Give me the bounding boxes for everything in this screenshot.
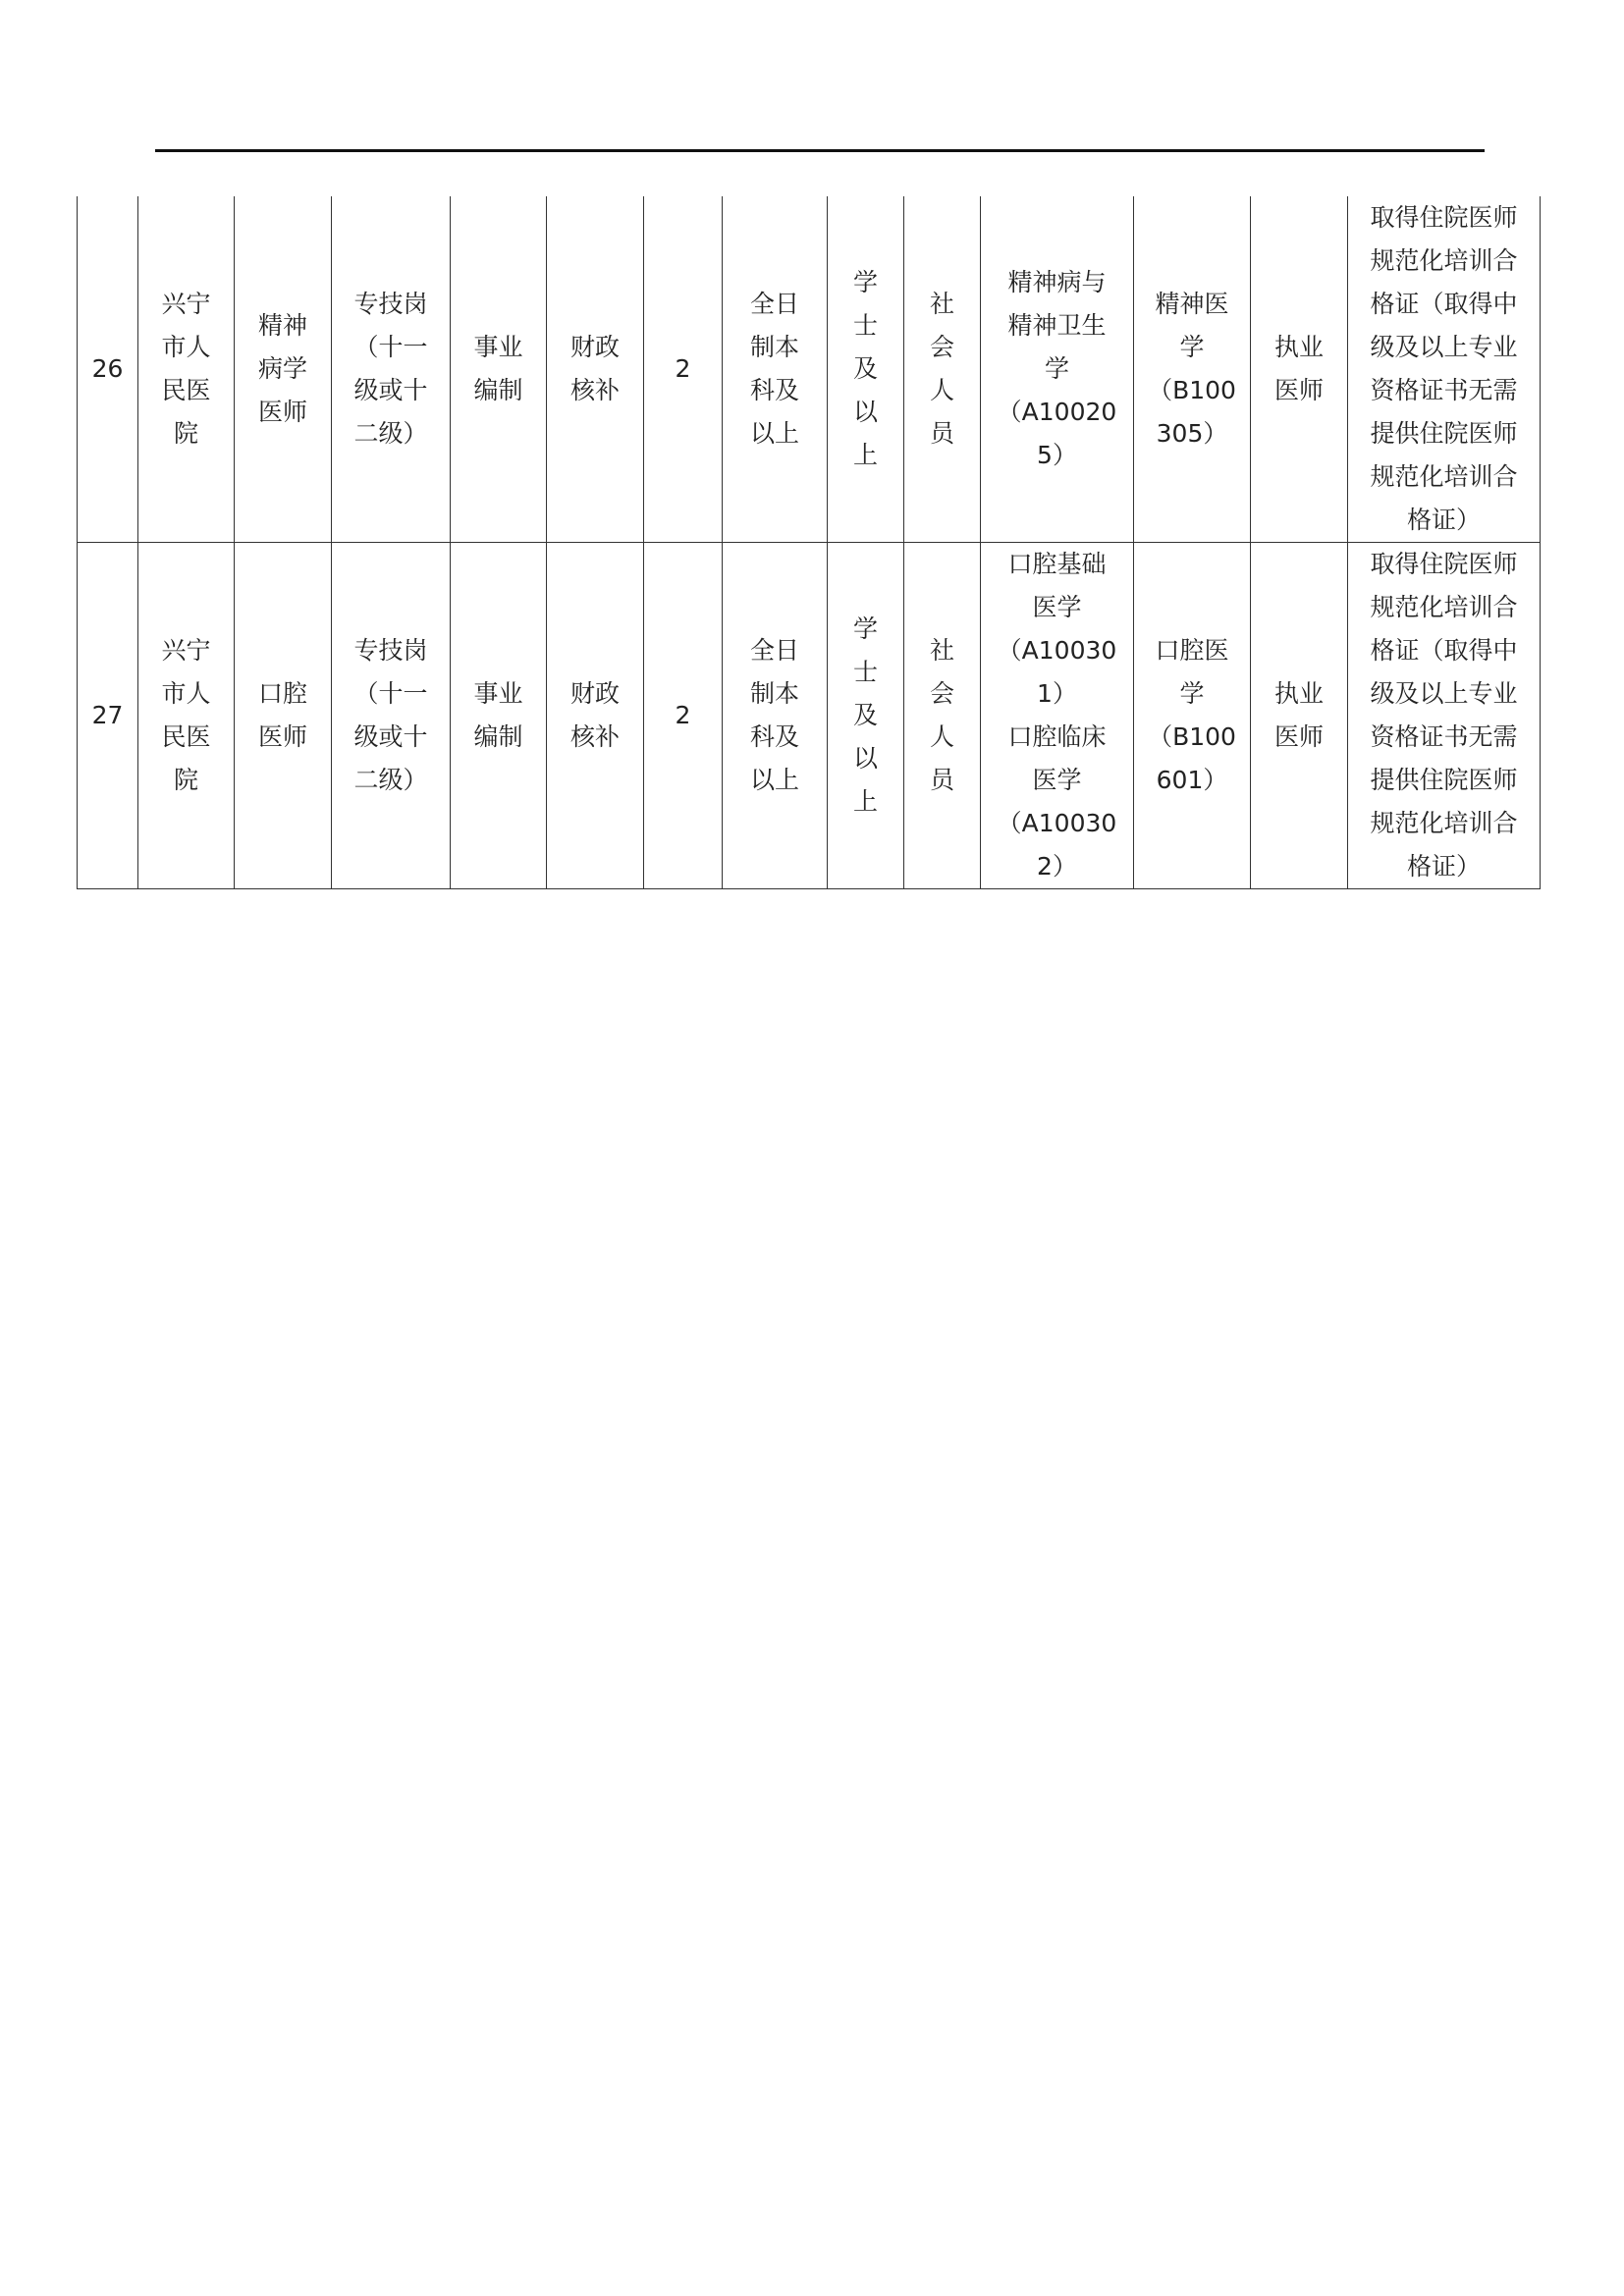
- header-rule: [155, 149, 1485, 152]
- cell-education: 全日 制本 科及 以上: [723, 543, 828, 889]
- cell-count: 2: [644, 543, 723, 889]
- recruitment-table: [77, 196, 1541, 889]
- cell-other-requirements: 取得住院医师 规范化培训合 格证（取得中 级及以上专业 资格证书无需 提供住院医师 规范化培训合 格证）: [1348, 543, 1541, 889]
- cell-qualification: 执业 医师: [1251, 196, 1348, 543]
- cell-major-undergrad: 口腔医 学 （B100 601）: [1134, 543, 1251, 889]
- cell-major-postgrad: 口腔基础 医学 （A10030 1） 口腔临床 医学 （A10030 2）: [981, 543, 1134, 889]
- cell-position: 口腔 医师: [235, 543, 332, 889]
- cell-no: 27: [78, 543, 138, 889]
- cell-target: 社 会 人 员: [904, 543, 981, 889]
- table-row: [78, 196, 1541, 543]
- table-row: [78, 543, 1541, 889]
- cell-other-requirements: 取得住院医师 规范化培训合 格证（取得中 级及以上专业 资格证书无需 提供住院医师 规范化培训合 格证）: [1348, 196, 1541, 543]
- cell-education: 全日 制本 科及 以上: [723, 196, 828, 543]
- cell-position: 精神 病学 医师: [235, 196, 332, 543]
- cell-funding: 财政 核补: [547, 196, 644, 543]
- cell-no: 26: [78, 196, 138, 543]
- cell-major-undergrad: 精神医 学 （B100 305）: [1134, 196, 1251, 543]
- cell-unit: 兴宁 市人 民医 院: [138, 196, 235, 543]
- cell-qualification: 执业 医师: [1251, 543, 1348, 889]
- cell-degree: 学 士 及 以 上: [828, 196, 904, 543]
- cell-post-type: 专技岗 （十一 级或十 二级）: [332, 543, 451, 889]
- cell-staffing: 事业 编制: [451, 543, 547, 889]
- cell-post-type: 专技岗 （十一 级或十 二级）: [332, 196, 451, 543]
- cell-funding: 财政 核补: [547, 543, 644, 889]
- cell-major-postgrad: 精神病与 精神卫生 学 （A10020 5）: [981, 196, 1134, 543]
- cell-unit: 兴宁 市人 民医 院: [138, 543, 235, 889]
- cell-staffing: 事业 编制: [451, 196, 547, 543]
- cell-degree: 学 士 及 以 上: [828, 543, 904, 889]
- cell-count: 2: [644, 196, 723, 543]
- cell-target: 社 会 人 员: [904, 196, 981, 543]
